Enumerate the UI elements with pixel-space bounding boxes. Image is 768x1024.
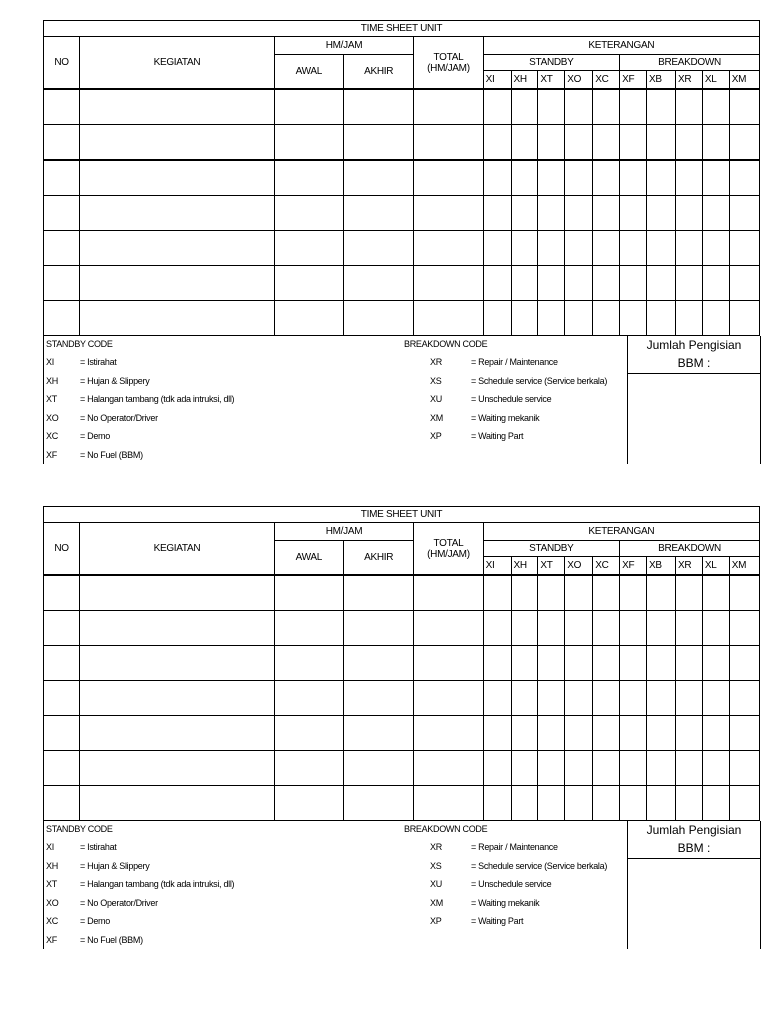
header-kegiatan: KEGIATAN (80, 37, 274, 90)
code-xh: XH (511, 557, 538, 576)
sheet-title: TIME SHEET UNIT (44, 21, 760, 37)
standby-code: XH (46, 861, 58, 871)
code-xm: XM (729, 71, 759, 90)
table-row[interactable] (44, 751, 760, 786)
bbm-box[interactable] (627, 336, 761, 464)
breakdown-desc: = Waiting mekanik (471, 413, 540, 423)
code-xh: XH (511, 71, 538, 90)
table-row[interactable] (44, 89, 760, 125)
table-row[interactable] (44, 196, 760, 231)
breakdown-desc: = Repair / Maintenance (471, 842, 558, 852)
bbm-title-line1: Jumlah Pengisian (646, 823, 742, 837)
standby-code: XO (46, 413, 59, 423)
breakdown-desc: = Waiting mekanik (471, 898, 540, 908)
code-xl: XL (702, 71, 729, 90)
code-xc: XC (593, 557, 620, 576)
breakdown-desc: = Unschedule service (471, 879, 552, 889)
time-sheet-2 (43, 506, 760, 949)
standby-desc: = No Operator/Driver (80, 898, 158, 908)
code-xb: XB (647, 71, 676, 90)
bbm-title-line1: Jumlah Pengisian (646, 338, 742, 352)
header-hm-jam: HM/JAM (274, 523, 414, 541)
standby-desc: = Halangan tambang (tdk ada intruksi, dll) (80, 879, 235, 889)
table-row[interactable] (44, 266, 760, 301)
standby-code: XT (46, 394, 57, 404)
table-row[interactable] (44, 231, 760, 266)
header-awal: AWAL (274, 55, 343, 90)
header-akhir: AKHIR (343, 541, 413, 576)
time-sheet-table (43, 20, 760, 336)
bbm-divider (628, 858, 760, 859)
time-sheet-1 (43, 20, 760, 464)
standby-code-title: STANDBY CODE (46, 824, 113, 834)
standby-code-title: STANDBY CODE (46, 339, 113, 349)
header-breakdown: BREAKDOWN (620, 55, 760, 71)
code-xt: XT (538, 71, 565, 90)
breakdown-code: XS (430, 376, 442, 386)
breakdown-desc: = Waiting Part (471, 431, 524, 441)
breakdown-code-title: BREAKDOWN CODE (404, 824, 488, 834)
header-awal: AWAL (274, 541, 343, 576)
header-hm-jam: HM/JAM (274, 37, 414, 55)
bbm-divider (628, 373, 760, 374)
breakdown-code: XP (430, 431, 442, 441)
standby-desc: = Demo (80, 916, 110, 926)
table-row[interactable] (44, 786, 760, 821)
header-standby: STANDBY (483, 541, 620, 557)
standby-desc: = Istirahat (80, 842, 117, 852)
table-row[interactable] (44, 681, 760, 716)
breakdown-code: XM (430, 413, 443, 423)
standby-desc: = Hujan & Slippery (80, 861, 150, 871)
header-total-line2: (HM/JAM) (427, 548, 470, 560)
time-sheet-table (43, 506, 760, 821)
bbm-title-line2: BBM : (677, 356, 711, 370)
table-row[interactable] (44, 611, 760, 646)
code-xr: XR (675, 557, 702, 576)
standby-code: XI (46, 357, 54, 367)
code-xb: XB (647, 557, 676, 576)
header-total-line1: TOTAL (433, 51, 464, 63)
header-keterangan: KETERANGAN (483, 523, 759, 541)
breakdown-code: XR (430, 842, 442, 852)
standby-desc: = Halangan tambang (tdk ada intruksi, dll) (80, 394, 235, 404)
standby-code: XF (46, 450, 57, 460)
code-xm: XM (729, 557, 759, 576)
code-xo: XO (565, 71, 593, 90)
standby-desc: = No Fuel (BBM) (80, 935, 143, 945)
header-total (414, 37, 483, 90)
code-xi: XI (483, 71, 511, 90)
breakdown-code: XU (430, 394, 442, 404)
standby-code: XH (46, 376, 58, 386)
table-row[interactable] (44, 646, 760, 681)
sheet-title: TIME SHEET UNIT (44, 507, 760, 523)
header-breakdown: BREAKDOWN (620, 541, 760, 557)
code-xl: XL (702, 557, 729, 576)
standby-desc: = No Fuel (BBM) (80, 450, 143, 460)
header-total-line1: TOTAL (433, 537, 464, 549)
breakdown-desc: = Schedule service (Service berkala) (471, 861, 608, 871)
header-no: NO (44, 37, 80, 90)
standby-code: XI (46, 842, 54, 852)
code-xi: XI (483, 557, 511, 576)
standby-code: XF (46, 935, 57, 945)
standby-desc: = No Operator/Driver (80, 413, 158, 423)
breakdown-code: XU (430, 879, 442, 889)
standby-code: XT (46, 879, 57, 889)
breakdown-desc: = Waiting Part (471, 916, 524, 926)
breakdown-desc: = Repair / Maintenance (471, 357, 558, 367)
code-xc: XC (593, 71, 620, 90)
code-legend (43, 821, 760, 949)
breakdown-code: XP (430, 916, 442, 926)
code-legend (43, 336, 760, 464)
breakdown-code: XR (430, 357, 442, 367)
standby-code: XC (46, 916, 58, 926)
code-xt: XT (538, 557, 565, 576)
header-akhir: AKHIR (343, 55, 413, 90)
standby-desc: = Hujan & Slippery (80, 376, 150, 386)
table-row[interactable] (44, 125, 760, 161)
bbm-title-line2: BBM : (677, 841, 711, 855)
standby-code: XC (46, 431, 58, 441)
table-row[interactable] (44, 160, 760, 196)
breakdown-code: XS (430, 861, 442, 871)
table-row[interactable] (44, 301, 760, 336)
breakdown-code: XM (430, 898, 443, 908)
breakdown-desc: = Unschedule service (471, 394, 552, 404)
table-row[interactable] (44, 716, 760, 751)
breakdown-desc: = Schedule service (Service berkala) (471, 376, 608, 386)
code-xf: XF (620, 71, 647, 90)
code-xr: XR (675, 71, 702, 90)
header-no: NO (44, 523, 80, 576)
table-row[interactable] (44, 575, 760, 611)
standby-desc: = Istirahat (80, 357, 117, 367)
header-total-line2: (HM/JAM) (427, 62, 470, 74)
standby-code: XO (46, 898, 59, 908)
code-xf: XF (620, 557, 647, 576)
header-kegiatan: KEGIATAN (80, 523, 274, 576)
header-keterangan: KETERANGAN (483, 37, 759, 55)
header-standby: STANDBY (483, 55, 620, 71)
breakdown-code-title: BREAKDOWN CODE (404, 339, 488, 349)
standby-desc: = Demo (80, 431, 110, 441)
header-total (414, 523, 483, 576)
bbm-box[interactable] (627, 821, 761, 949)
code-xo: XO (565, 557, 593, 576)
